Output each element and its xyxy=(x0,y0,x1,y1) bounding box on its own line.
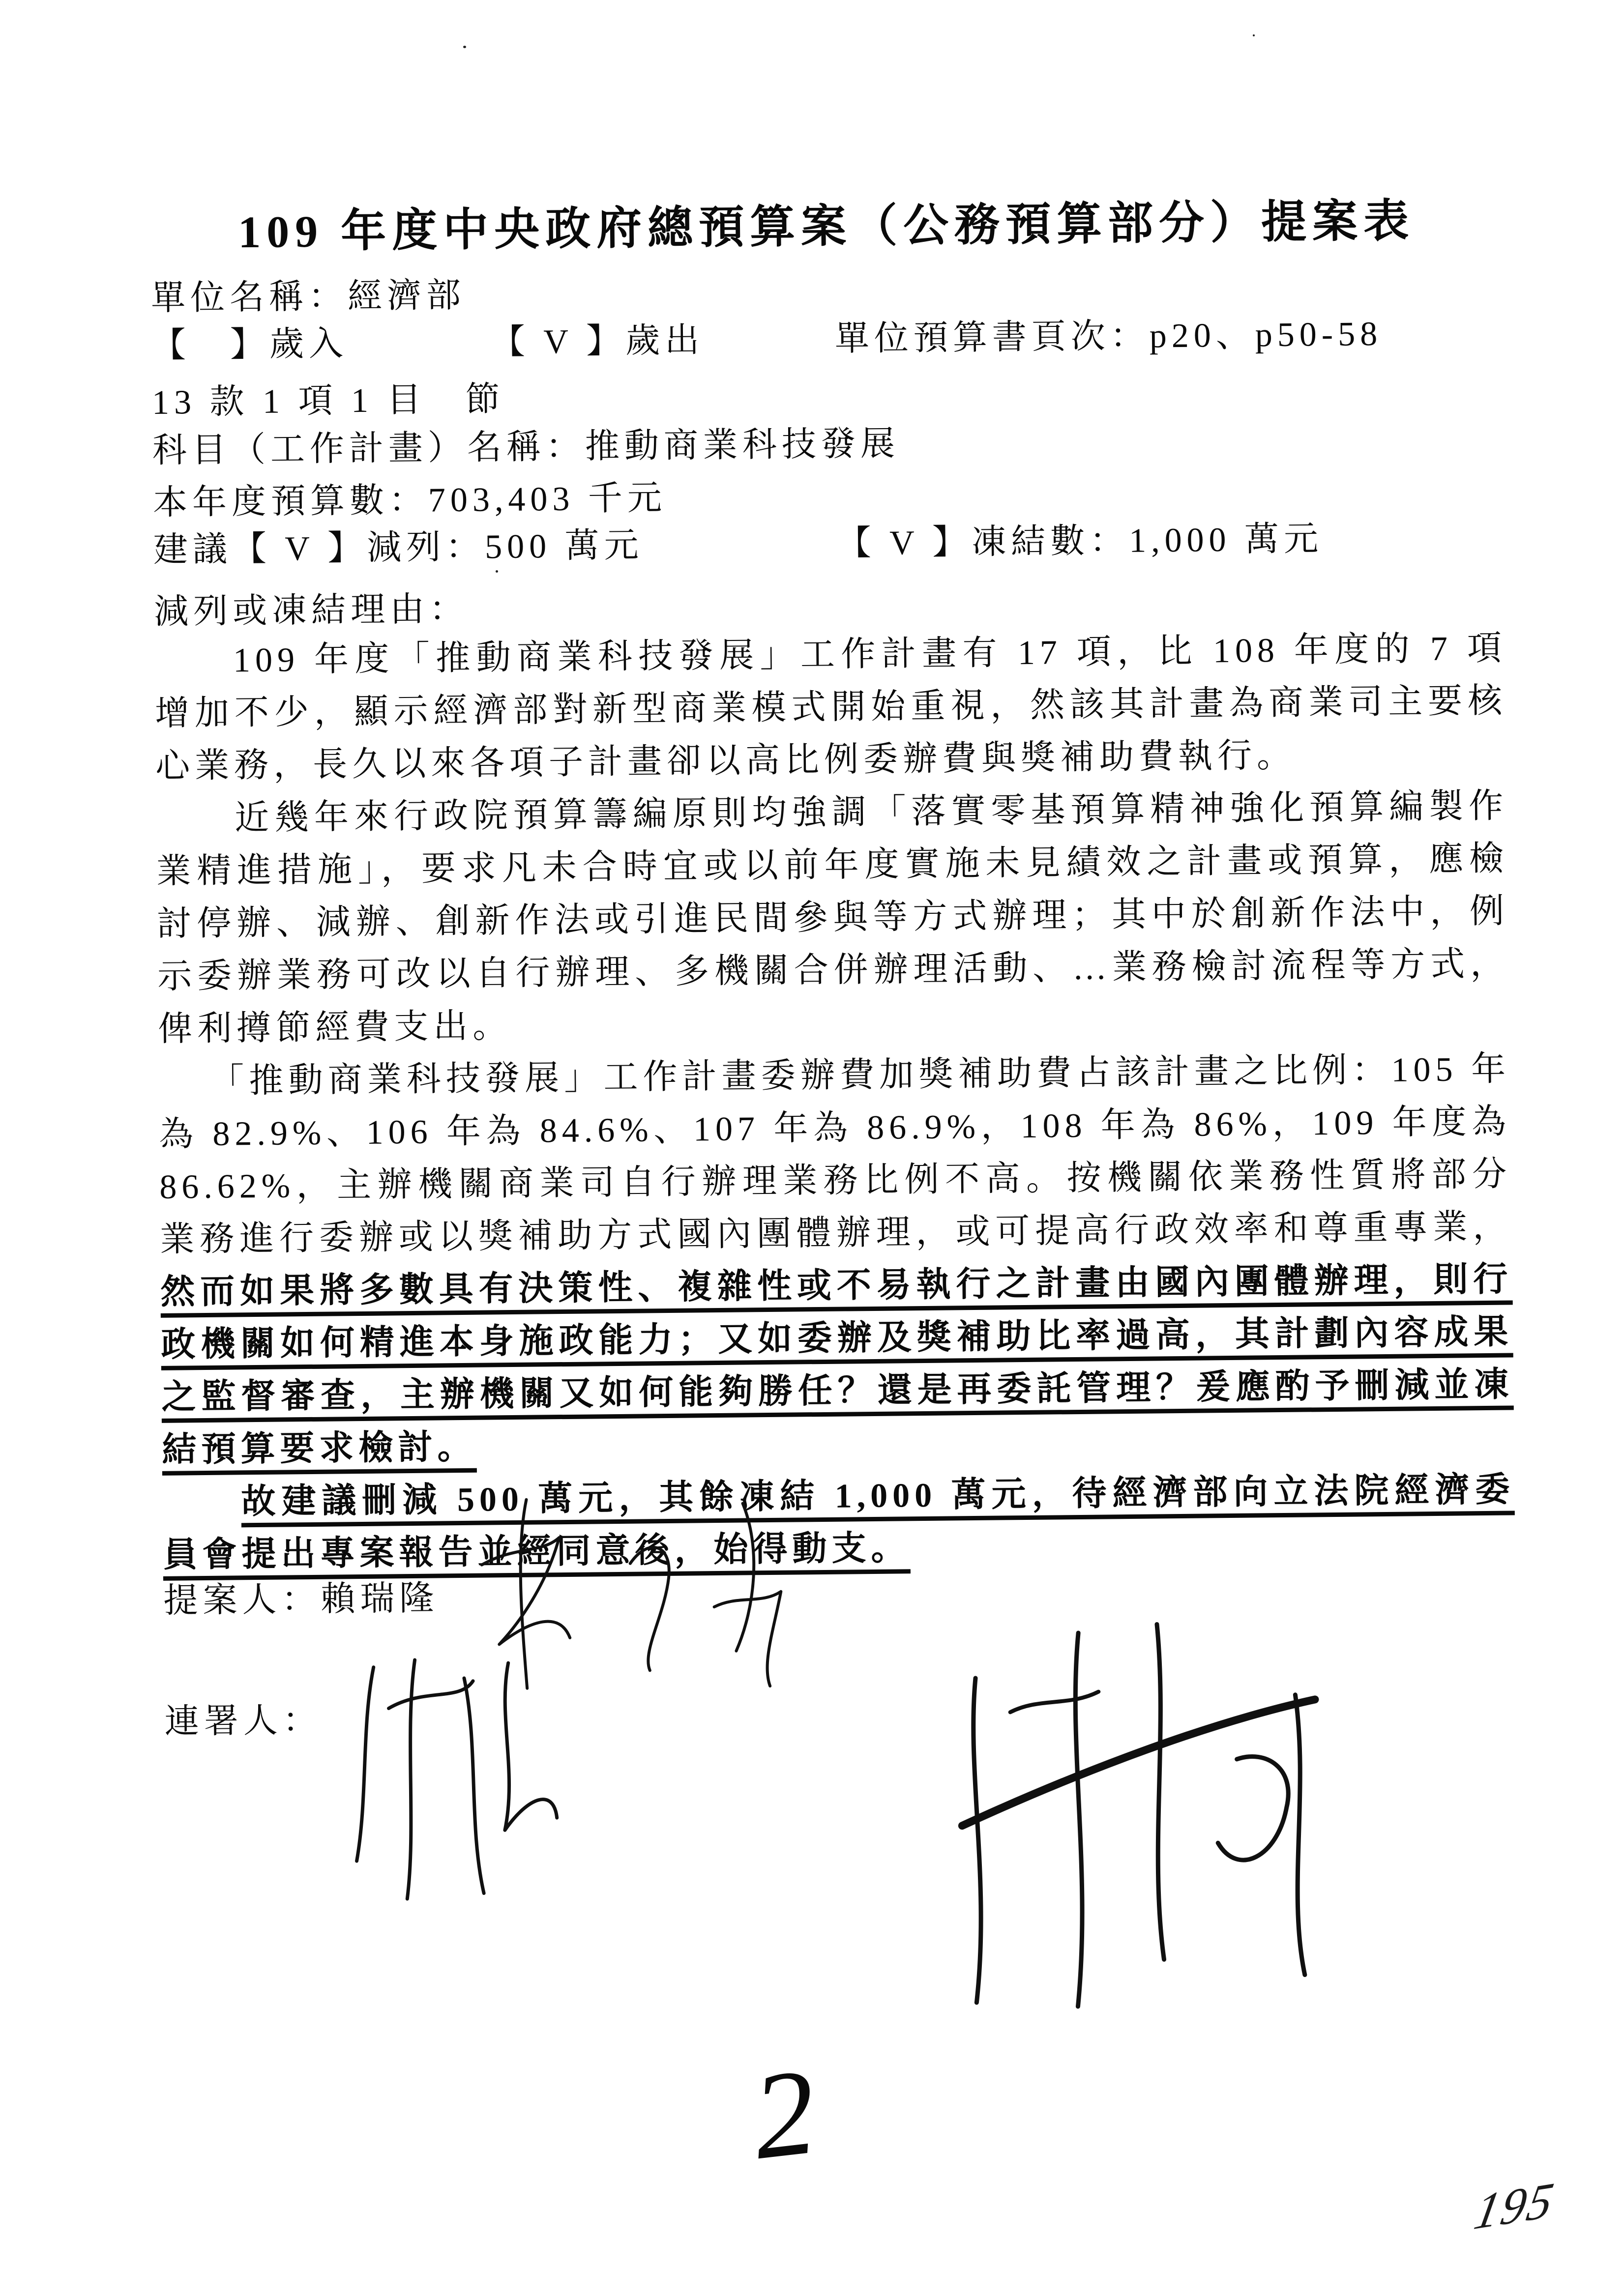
paragraph-4-emphasized-text: 故建議刪減 500 萬元，其餘凍結 1,000 萬元，待經濟部向立法院經濟委員會提出專案報告並經同意後，始得動支。 xyxy=(163,1471,1515,1574)
current-year-budget-line: 本年度預算數：703,403 千元 xyxy=(152,479,667,522)
document-title: 109 年度中央政府總預算案（公務預算部分）提案表 xyxy=(237,196,1415,258)
proposer-label: 提案人：賴瑞隆 xyxy=(163,1579,439,1620)
reason-heading: 減列或凍結理由： xyxy=(153,590,469,631)
budget-item-line: 13 款 1 項 1 目 節 xyxy=(151,380,505,422)
cosigner-signature-2 xyxy=(891,1611,1338,2028)
freeze-proposal-label: 【 V 】凍結數：1,000 萬元 xyxy=(836,520,1324,563)
scan-speck xyxy=(463,46,466,48)
budget-book-page-ref: 單位預算書頁次：p20、p50-58 xyxy=(834,315,1383,358)
expenditure-checkbox-label: 【 V 】歲出 xyxy=(490,321,705,362)
paragraph-3-normal-text: 「推動商業科技發展」工作計畫委辦費加獎補助費占該計畫之比例：105 年為 82.9%、106 年為 84.6%、107 年為 86.9%，108 年為 86%，109 年度為 86.62%，主辦機關商業司自行辦理業務比例不高。按機關依業務性質將部分業務進行委辦或以獎補助方式國內團體辦理，或可提高行政效率和尊重專業， xyxy=(158,1050,1512,1259)
unit-name-line: 單位名稱：經濟部 xyxy=(150,276,466,318)
reduction-proposal-label: 建議【 V 】減列：500 萬元 xyxy=(153,526,644,569)
revenue-checkbox-label: 【 】歲入 xyxy=(151,325,349,365)
paragraph-3 xyxy=(158,1043,1514,1477)
reason-body xyxy=(154,622,1515,1582)
paragraph-2: 近幾年來行政院預算籌編原則均強調「落實零基預算精神強化預算編製作業精進措施」，要求凡未合時宜或以前年度實施未見績效之計畫或預算，應檢討停辦、減辦、創新作法或引進民間參與等方式辦理；其中於創新作法中，例示委辦業務可改以自行辦理、多機關合併辦理活動、…業務檢討流程等方式，俾利撙節經費支出。 xyxy=(156,787,1510,1048)
subject-name-line: 科目（工作計畫）名稱：推動商業科技發展 xyxy=(152,425,900,470)
handwritten-page-number: 2 xyxy=(746,2043,823,2186)
corner-page-number: 195 xyxy=(1470,2171,1560,2241)
paragraph-3-emphasized-text: 然而如果將多數具有決策性、複雜性或不易執行之計畫由國內團體辦理，則行政機關如何精進本身施政能力；又如委辦及獎補助比率過高，其計劃內容成果之監督審查，主辦機關又如何能夠勝任？還是再委託管理？爰應酌予刪減並凍結預算要求檢討。 xyxy=(160,1260,1514,1469)
document-content xyxy=(150,184,1522,2261)
scan-speck xyxy=(1253,34,1255,36)
cosigner-label: 連署人： xyxy=(164,1701,323,1741)
cosigner-signature-1 xyxy=(341,1648,574,1910)
scan-speck xyxy=(496,570,498,573)
paragraph-1: 109 年度「推動商業科技發展」工作計畫有 17 項，比 108 年度的 7 項增加不少，顯示經濟部對新型商業模式開始重視，然該其計畫為商業司主要核心業務，長久以來各項子計畫卻以高比例委辦費與獎補助費執行。 xyxy=(154,629,1507,785)
